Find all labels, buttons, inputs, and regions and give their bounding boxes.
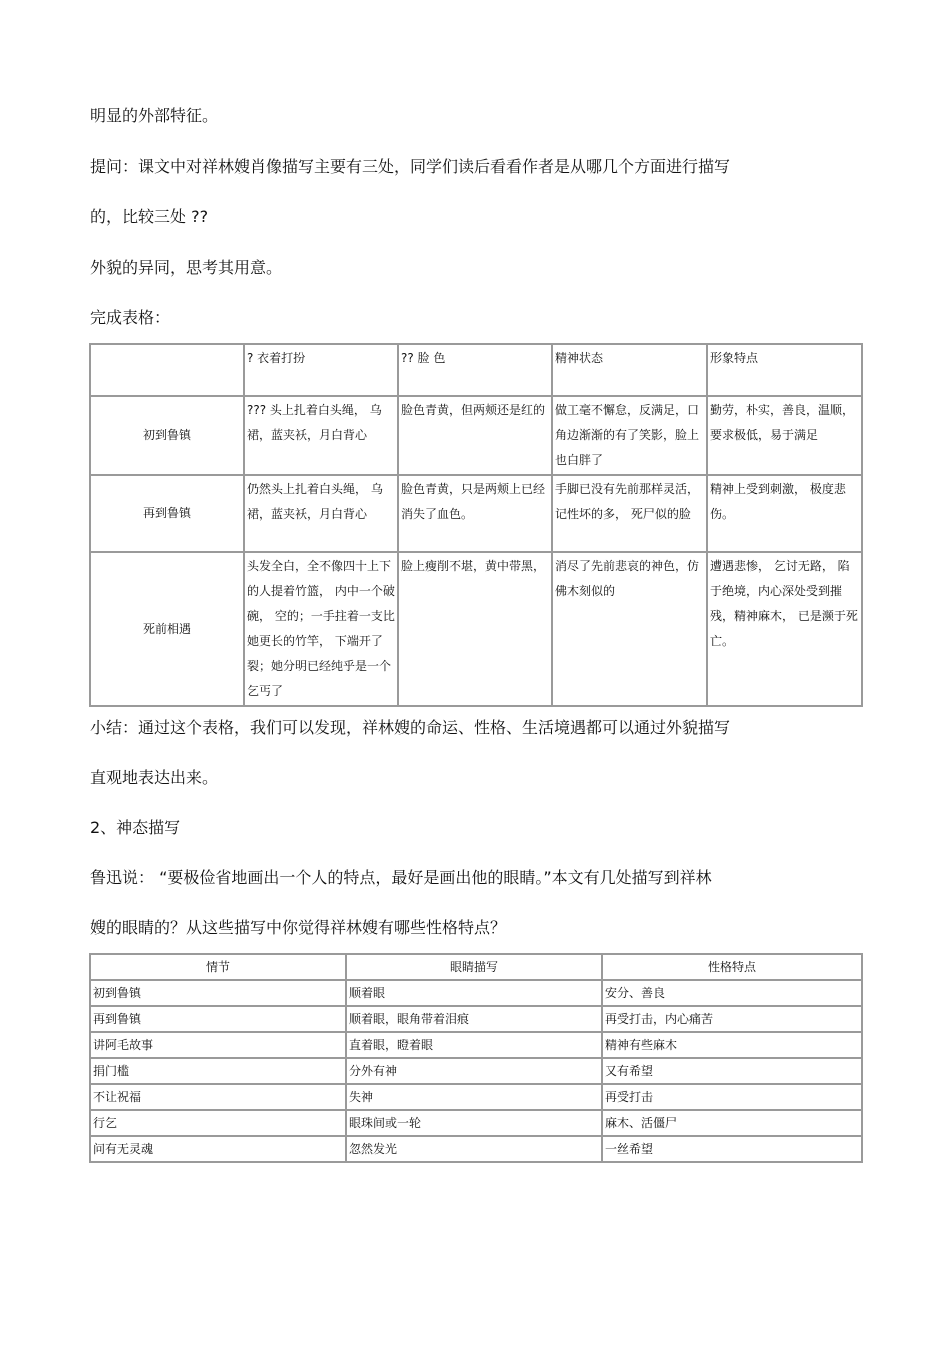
- table-cell: 讲阿毛故事: [90, 1032, 346, 1058]
- table-cell: 再到鲁镇: [90, 1006, 346, 1032]
- table-row: [90, 980, 862, 1006]
- table-cell: 精神上受到刺激， 极度悲伤。: [707, 475, 862, 552]
- table-cell: 行乞: [90, 1110, 346, 1136]
- table-header-cell: 眼睛描写: [346, 954, 602, 980]
- table-cell: 遭遇悲惨， 乞讨无路， 陷于绝境，内心深处受到摧残，精神麻木， 已是濒于死亡。: [707, 552, 862, 706]
- table-cell: 麻木、活僵尸: [602, 1110, 862, 1136]
- table-cell: 头发全白，全不像四十上下的人提着竹篮， 内中一个破碗， 空的；一手拄着一支比她更长的竹竿， 下端开了裂；她分明已经纯乎是一个乞丐了: [244, 552, 398, 706]
- table-cell: 又有希望: [602, 1058, 862, 1084]
- table-cell: 捐门槛: [90, 1058, 346, 1084]
- table-cell: 一丝希望: [602, 1136, 862, 1162]
- table-cell: 脸色青黄，但两颊还是红的: [398, 396, 552, 475]
- table-cell: 安分、善良: [602, 980, 862, 1006]
- table-cell: 再受打击，内心痛苦: [602, 1006, 862, 1032]
- table-cell: 脸色青黄，只是两颊上已经消失了血色。: [398, 475, 552, 552]
- table-header-cell: ? 衣着打扮: [244, 344, 398, 396]
- table-cell: 顺着眼，眼角带着泪痕: [346, 1006, 602, 1032]
- row-label: 死前相遇: [90, 552, 244, 706]
- paragraph-summary-cont: 直观地表达出来。: [90, 768, 219, 787]
- table-header-cell: 形象特点: [707, 344, 862, 396]
- table-cell: 初到鲁镇: [90, 980, 346, 1006]
- table-cell: 精神有些麻木: [602, 1032, 862, 1058]
- paragraph-intro-end: 明显的外部特征。: [90, 106, 219, 125]
- table-header-cell: [90, 344, 244, 396]
- paragraph-quote-cont: 嫂的眼睛的？从这些描写中你觉得祥林嫂有哪些性格特点？: [90, 918, 507, 937]
- table-row: [90, 1006, 862, 1032]
- table-cell: 做工毫不懈怠，反满足，口角边渐渐的有了笑影，脸上也白胖了: [552, 396, 707, 475]
- table-cell: 不让祝福: [90, 1084, 346, 1110]
- section-heading: 2、神态描写: [90, 818, 181, 837]
- table-cell: 忽然发光: [346, 1136, 602, 1162]
- row-label: 初到鲁镇: [90, 396, 244, 475]
- table-cell: 勤劳，朴实，善良，温顺，要求极低，易于满足: [707, 396, 862, 475]
- table-cell: 分外有神: [346, 1058, 602, 1084]
- table-header-row: [90, 344, 862, 396]
- table-cell: 眼珠间或一轮: [346, 1110, 602, 1136]
- table-header-cell: ?? 脸 色: [398, 344, 552, 396]
- table-cell: 失神: [346, 1084, 602, 1110]
- table-cell: ??? 头上扎着白头绳， 乌裙，蓝夹袄，月白背心: [244, 396, 398, 475]
- table-row: [90, 1084, 862, 1110]
- paragraph-question-cont: 的，比较三处 ??: [90, 207, 209, 226]
- table-row: [90, 475, 862, 552]
- table-cell: 脸上瘦削不堪，黄中带黑，: [398, 552, 552, 706]
- table-row: [90, 1136, 862, 1162]
- table-header-cell: 性格特点: [602, 954, 862, 980]
- paragraph-table-prompt: 完成表格：: [90, 308, 171, 327]
- table-cell: 手脚已没有先前那样灵活，记性坏的多， 死尸似的脸: [552, 475, 707, 552]
- table-row: [90, 1058, 862, 1084]
- paragraph-question-end: 外貌的异同，思考其用意。: [90, 258, 283, 277]
- table-row: [90, 1032, 862, 1058]
- table-row: [90, 552, 862, 706]
- table-row: [90, 1110, 862, 1136]
- table-cell: 仍然头上扎着白头绳， 乌裙，蓝夹袄，月白背心: [244, 475, 398, 552]
- table-cell: 消尽了先前悲哀的神色，仿佛木刻似的: [552, 552, 707, 706]
- paragraph-quote: 鲁迅说： “要极俭省地画出一个人的特点，最好是画出他的眼睛。”本文有几处描写到祥林: [90, 868, 712, 887]
- table-cell: 问有无灵魂: [90, 1136, 346, 1162]
- paragraph-question: 提问：课文中对祥林嫂肖像描写主要有三处，同学们读后看看作者是从哪几个方面进行描写: [90, 157, 731, 176]
- table-header-cell: 精神状态: [552, 344, 707, 396]
- table-cell: 再受打击: [602, 1084, 862, 1110]
- table-cell: 顺着眼: [346, 980, 602, 1006]
- table-row: [90, 396, 862, 475]
- row-label: 再到鲁镇: [90, 475, 244, 552]
- appearance-table: [89, 343, 863, 707]
- eyes-table: [89, 953, 863, 1163]
- table-header-row: [90, 954, 862, 980]
- table-cell: 直着眼，瞪着眼: [346, 1032, 602, 1058]
- table-header-cell: 情节: [90, 954, 346, 980]
- paragraph-summary: 小结：通过这个表格，我们可以发现，祥林嫂的命运、性格、生活境遇都可以通过外貌描写: [90, 718, 731, 737]
